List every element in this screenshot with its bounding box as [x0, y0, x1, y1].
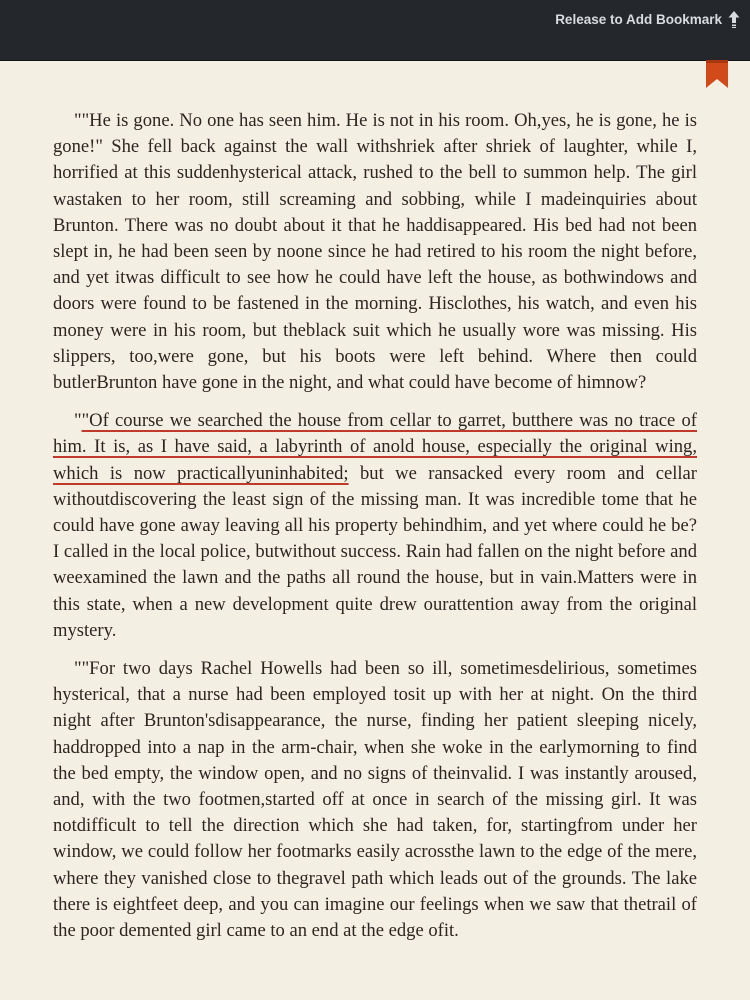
paragraph [53, 408, 697, 644]
release-to-bookmark-hint[interactable] [555, 10, 740, 28]
top-bar [0, 0, 750, 61]
highlighted-passage[interactable]: "Of course we searched the house from cellar to garret, butthere was no trace of him. It is, as I have said, a labyrinth of anold house, especially the original wing, which is now practicallyuninhabited; [53, 410, 697, 484]
paragraph [53, 108, 697, 396]
paragraph-text: ""He is gone. No one has seen him. He is not in his room. Oh,yes, he is gone, he is gone!" She fell back against the wall withshriek after shriek of laughter, while I, horrified at this suddenhysterical attack, rushed to the bell to summon help. The girl wastaken to her room, still screaming and sobbing, while I madeinquiries about Brunton. There was no doubt about it that he haddisappeared. His bed had not been slept in, he had been seen by noone since he had retired to his room the night before, and yet itwas difficult to see how he could have left the house, as bothwindows and doors were found to be fastened in the morning. Hisclothes, his watch, and even his money were in his room, but theblack suit which he usually wore was missing. His slippers, too,were gone, but his boots were left behind. Where then could butlerBrunton have gone in the night, and what could have become of himnow? [53, 110, 697, 394]
arrow-up-icon [728, 10, 740, 28]
paragraph-text: " [74, 410, 82, 432]
bookmark-ribbon-icon[interactable] [706, 60, 728, 88]
book-page-text [53, 108, 697, 956]
paragraph-text: ""For two days Rachel Howells had been so ill, sometimesdelirious, sometimes hysterical, that a nurse had been employed tosit up with her at night. On the third night after Brunton'sdisappearance, the nurse, finding her patient sleeping nicely, haddropped into a nap in the arm-chair, when she woke in the earlymorning to find the bed empty, the window open, and no signs of theinvalid. I was instantly aroused, and, with the two footmen,started off at once in search of the missing girl. It was notdifficult to tell the direction which she had taken, for, startingfrom under her window, we could follow her footmarks easily acrossthe lawn to the edge of the mere, where they vanished close to thegravel path which leads out of the grounds. The lake there is eightfeet deep, and you can imagine our feelings when we saw that thetrail of the poor demented girl came to an end at the edge ofit. [53, 658, 697, 942]
release-label: Release to Add Bookmark [555, 11, 722, 27]
paragraph [53, 656, 697, 944]
paragraph-text: but we ransacked every room and cellar withoutdiscovering the least sign of the missing man. It was incredible tome that he could have gone away leaving all his property behindhim, and yet where could he be? I called in the local police, butwithout success. Rain had fallen on the night before and weexamined the lawn and the paths all round the house, but in vain.Matters were in this state, when a new development quite drew ourattention away from the original mystery. [53, 462, 697, 641]
